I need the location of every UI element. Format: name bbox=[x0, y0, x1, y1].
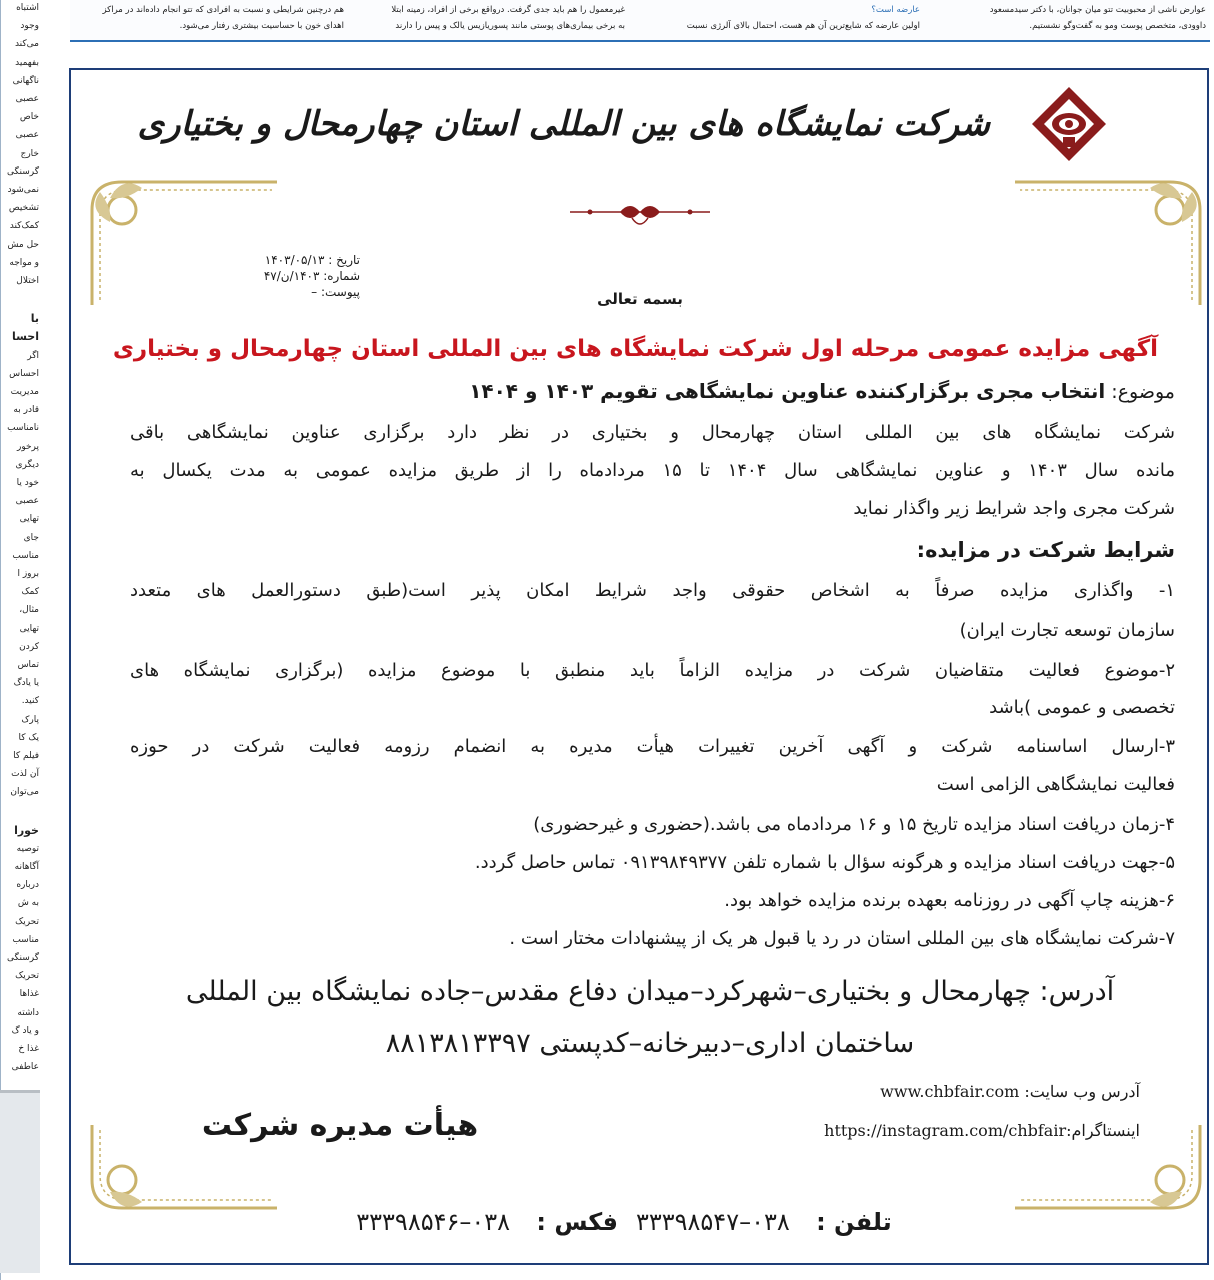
neighbor-text-line: کمک‌کند bbox=[9, 221, 39, 232]
neighbor-text-line: اختلال bbox=[16, 276, 39, 286]
neighbor-text-line: تهایی bbox=[19, 514, 39, 525]
neighbor-text-line: تهایی bbox=[19, 623, 39, 634]
strip-line: عوارض ناشی از محبوبیت تتو میان جوانان، با دکتر سیدمسعود bbox=[989, 5, 1206, 15]
neighbor-text-line: یک کا bbox=[18, 732, 39, 743]
company-logo-icon bbox=[1030, 85, 1108, 163]
corner-ornament-icon bbox=[1010, 170, 1210, 310]
neighbor-text-line: می‌کند bbox=[14, 39, 39, 50]
neighbor-text-line: نمی‌شود bbox=[7, 185, 39, 195]
date-line: تاریخ : ۱۴۰۳/۰۵/۱۳ bbox=[264, 253, 360, 267]
website-line bbox=[700, 1082, 1140, 1101]
neighbor-text-line: مناسب bbox=[12, 550, 39, 561]
neighbor-text-line: کنید. bbox=[21, 696, 39, 707]
condition-line: ۳-ارسال اساسنامه شرکت و آگهی آخرین تغییرات هیأت مدیره به انضمام رزومه فعالیت شرکت در حوزه bbox=[130, 736, 1175, 757]
fax-label: فکس : bbox=[528, 1208, 618, 1236]
condition-line: ۷-شرکت نمایشگاه های بین المللی استان در رد یا قبول هر یک از پیشنهادات مختار است . bbox=[509, 928, 1175, 949]
subject-value: انتخاب مجری برگزارکننده عناوین نمایشگاهی تقویم ۱۴۰۳ و ۱۴۰۴ bbox=[469, 379, 1106, 403]
neighbor-text-line: به ش bbox=[17, 898, 39, 909]
fax-number: ۰۳۸–۳۳۳۹۸۵۴۶ bbox=[356, 1208, 511, 1236]
neighbor-text-line: توصیه bbox=[16, 843, 39, 854]
neighbor-text-line: خارج bbox=[20, 148, 39, 159]
subject-label: موضوع: bbox=[1105, 381, 1175, 403]
neighbor-text-line: خود یا bbox=[16, 478, 39, 488]
neighbor-text-line: و یاد گ bbox=[11, 1025, 39, 1036]
company-title: شرکت نمایشگاه های بین المللی استان چهارمحال و بختیاری bbox=[137, 104, 990, 144]
neighbor-text-line: پارک bbox=[21, 714, 39, 725]
subject-line bbox=[130, 379, 1175, 403]
neighbor-text-line: ناگهانی bbox=[12, 75, 39, 86]
neighbor-text-line: مثال، bbox=[19, 605, 39, 616]
neighbor-text-line: با bbox=[30, 312, 39, 326]
intro-line: شرکت مجری واجد شرایط زیر واگذار نماید bbox=[853, 498, 1175, 519]
ad-heading: آگهی مزایده عمومی مرحله اول شرکت نمایشگاه های بین المللی استان چهارمحال و بختیاری bbox=[112, 336, 1158, 362]
strip-column-4 bbox=[79, 2, 344, 34]
neighbor-text-line: و مواجه bbox=[9, 257, 39, 268]
neighbor-text-line: دیگری bbox=[15, 459, 39, 470]
neighbor-text-line: عصبی bbox=[15, 130, 39, 141]
neighbor-text-line: خورا bbox=[14, 823, 39, 837]
condition-line: ۵-جهت دریافت اسناد مزایده و هرگونه سؤال با شماره تلفن ۰۹۱۳۹۸۴۹۳۷۷ تماس حاصل گردد. bbox=[474, 852, 1175, 873]
instagram-link[interactable]: https://instagram.com/chbfair bbox=[824, 1121, 1067, 1140]
strip-column-3 bbox=[360, 2, 625, 34]
neighbor-text-line: اشتباه bbox=[16, 3, 39, 13]
instagram-line bbox=[700, 1121, 1140, 1140]
divider-ornament-icon bbox=[570, 198, 710, 230]
strip-column-2 bbox=[660, 2, 920, 34]
neighbor-text-line: تماس bbox=[17, 660, 39, 670]
strip-column-1 bbox=[946, 2, 1206, 34]
neighbor-text-line: مناسب bbox=[12, 934, 39, 945]
neighbor-text-line: داشته bbox=[17, 1007, 39, 1018]
intro-line: شرکت نمایشگاه های بین المللی استان چهارمحال و بختیاری در نظر دارد برگزاری عناوین نمایشگاهی باقی bbox=[130, 422, 1175, 443]
neighbor-text-line: آگاهانه bbox=[14, 862, 39, 872]
strip-line: به برخی بیماری‌های پوستی مانند پسوریازیس یالک و پیس را دارند bbox=[395, 21, 625, 31]
neighbor-text-line: احسا bbox=[11, 330, 39, 344]
strip-line: داوودی، متخصص پوست ومو به گفت‌وگو نشستیم. bbox=[1029, 21, 1206, 31]
instagram-label: اینستاگرام: bbox=[1066, 1121, 1140, 1140]
neighbor-text-line: بفهمید bbox=[15, 57, 39, 68]
neighbor-text-line: بروز ا bbox=[17, 569, 39, 579]
neighbor-text-line: قادر به bbox=[13, 405, 39, 416]
board-signature: هیأت مدیره شرکت bbox=[201, 1108, 479, 1143]
neighbor-text-line: کردن bbox=[19, 641, 39, 652]
condition-line: ۴-زمان دریافت اسناد مزایده تاریخ ۱۵ و ۱۶ مردادماه می باشد.(حضوری و غیرحضوری) bbox=[533, 814, 1175, 835]
neighbor-text-line: اگر bbox=[27, 350, 39, 361]
neighbor-text-line: تحریک bbox=[15, 971, 39, 982]
attachment-line: پیوست: – bbox=[311, 285, 360, 299]
neighbor-text-line: حل مش bbox=[7, 239, 39, 250]
condition-line: ۱- واگذاری مزایده صرفاً به اشخاص حقوقی واجد شرایط امکان پذیر است(طبق دستورالعمل های متعدد bbox=[130, 580, 1175, 601]
strip-line: هم درچنین شرایطی و نسبت به افرادی که تتو انجام داده‌اند در مراکز bbox=[102, 5, 344, 15]
neighbor-text-line: درباره bbox=[16, 880, 39, 891]
strip-line: اولین عارضه که شایع‌ترین آن هم هست، احتمال بالای آلرژی نسبت bbox=[686, 21, 920, 31]
neighbor-text-line: مدیریت bbox=[10, 387, 39, 397]
condition-line: ۲-موضوع فعالیت متقاضیان شرکت در مزایده الزاماً باید منطبق با موضوع مزایده (برگزاری نمایشگاه های bbox=[130, 660, 1175, 681]
neighbor-text-line: غذا خ bbox=[18, 1044, 39, 1054]
number-line: شماره: ۱۴۰۳/ن/۴۷ bbox=[263, 269, 360, 283]
condition-line: ۶-هزینه چاپ آگهی در روزنامه بعهده برنده مزایده خواهد بود. bbox=[724, 890, 1175, 911]
condition-line: فعالیت نمایشگاهی الزامی است bbox=[936, 774, 1175, 795]
previous-article-strip bbox=[70, 0, 1210, 42]
neighbor-article-column bbox=[0, 0, 41, 1280]
strip-line: اهدای خون با حساسیت بیشتری رفتار می‌شود. bbox=[179, 21, 344, 31]
contact-phones bbox=[320, 1208, 910, 1236]
neighbor-text-line: غذاها bbox=[19, 989, 39, 1000]
conditions-heading: شرایط شرکت در مزایده: bbox=[916, 538, 1175, 562]
neighbor-image-box bbox=[0, 1090, 40, 1273]
strip-line: غیرمعمول را هم باید جدی گرفت. درواقع برخی از افراد، زمینه ابتلا bbox=[391, 5, 625, 15]
condition-line: تخصصی و عمومی )باشد bbox=[989, 697, 1175, 718]
neighbor-text-line: فیلم کا bbox=[13, 751, 39, 761]
neighbor-text-line: خاص bbox=[19, 112, 39, 123]
condition-line: سازمان توسعه تجارت ایران) bbox=[959, 620, 1175, 641]
letter-meta bbox=[200, 252, 360, 300]
neighbor-text-line: تشخیص bbox=[8, 203, 39, 214]
neighbor-text-line: وجود bbox=[20, 21, 39, 32]
neighbor-text-line: تحریک bbox=[15, 916, 39, 927]
address-line: آدرس: چهارمحال و بختیاری–شهرکرد–میدان دفاع مقدس–جاده نمایشگاه بین المللی bbox=[185, 976, 1115, 1007]
neighbor-text-line: کمک bbox=[21, 587, 39, 598]
website-label: آدرس وب سایت: bbox=[1019, 1082, 1140, 1101]
neighbor-text-line: آن لذت bbox=[11, 769, 39, 780]
neighbor-text-line: می‌توان bbox=[10, 787, 39, 798]
neighbor-text-line: نامناسب bbox=[7, 423, 39, 434]
neighbor-text-line: جای bbox=[23, 532, 39, 543]
phone-label: تلفن : bbox=[807, 1208, 892, 1236]
neighbor-text-line: عصبی bbox=[15, 94, 39, 104]
neighbor-text-line: گرسنگی bbox=[7, 166, 39, 177]
neighbor-text-line: گرسنگی bbox=[7, 953, 39, 963]
basmala: بسمه تعالی bbox=[597, 290, 683, 308]
website-link[interactable]: www.chbfair.com bbox=[880, 1082, 1020, 1101]
neighbor-text-line: احساس bbox=[9, 368, 39, 379]
phone-number: ۰۳۸–۳۳۳۹۸۵۴۷ bbox=[635, 1208, 790, 1236]
neighbor-text-line: عاطفی bbox=[11, 1062, 39, 1073]
strip-heading: عارضه است؟ bbox=[871, 5, 920, 15]
address-line: ساختمان اداری–دبیرخانه–کدپستی ۸۸۱۳۸۱۳۳۹۷ bbox=[385, 1028, 915, 1059]
neighbor-text-line: پرخور bbox=[16, 441, 39, 452]
intro-line: مانده سال ۱۴۰۳ و عناوین نمایشگاهی سال ۱۴۰۴ تا ۱۵ مردادماه را از طریق مزایده عمومی به مدت یکسال به bbox=[130, 460, 1175, 481]
neighbor-text-line: یا یادگ bbox=[13, 678, 39, 689]
neighbor-text-line: عصبی bbox=[15, 496, 39, 507]
